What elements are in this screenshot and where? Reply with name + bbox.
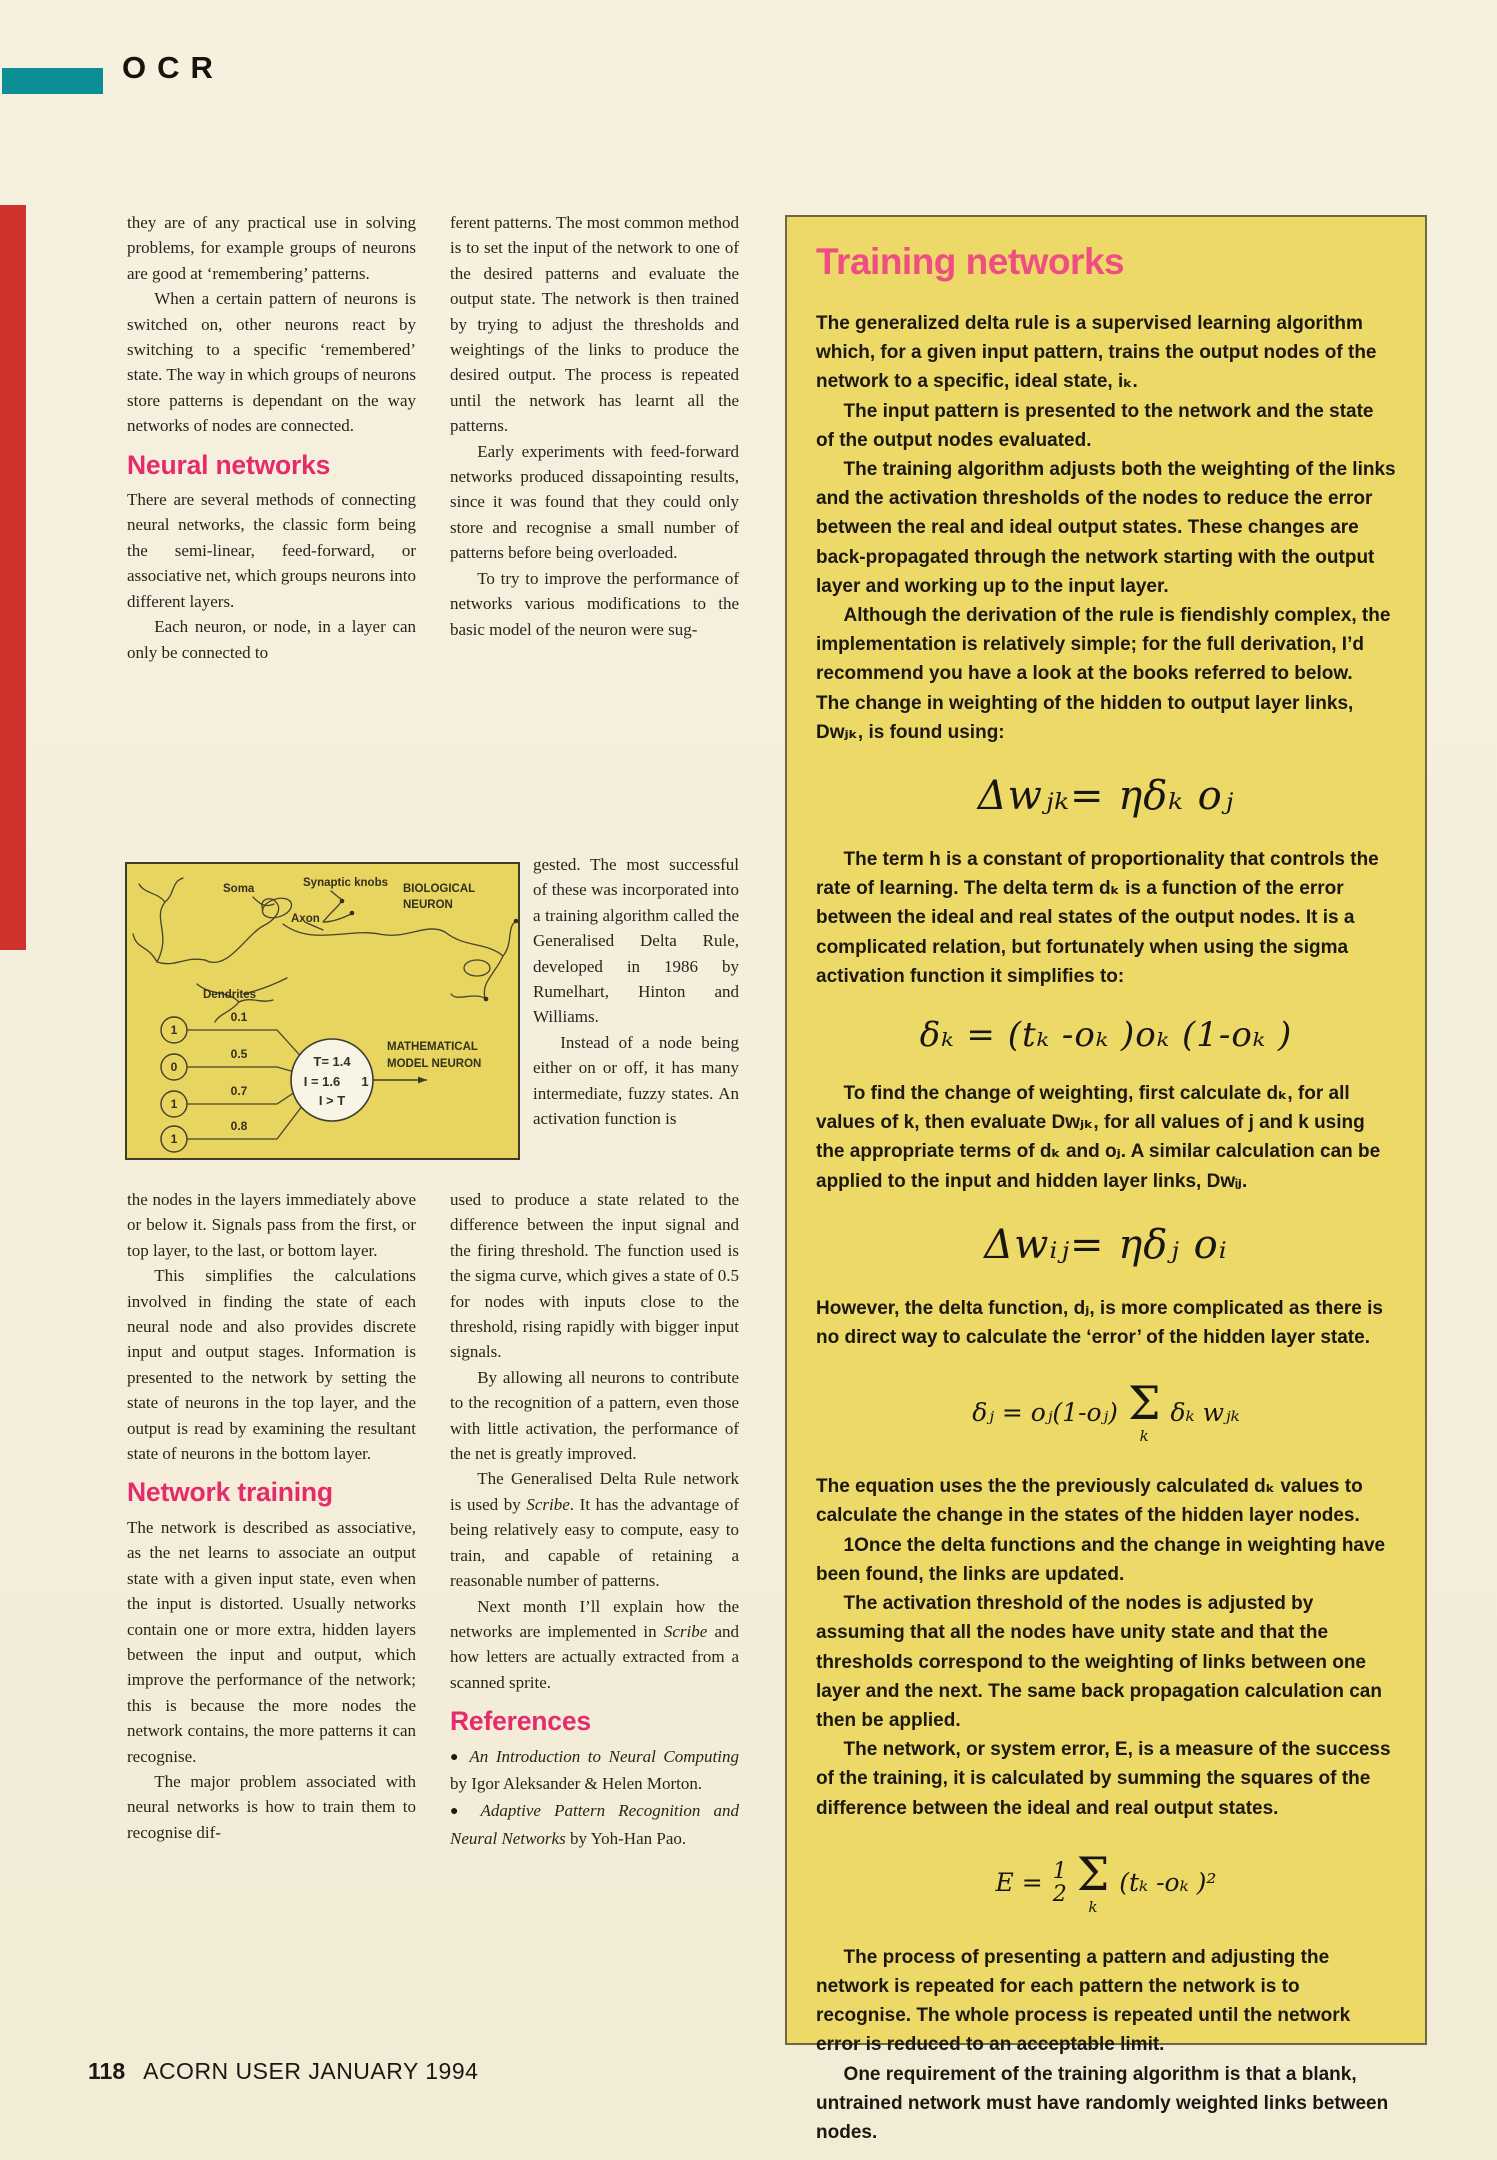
weight-value: 0.7 xyxy=(230,1084,248,1098)
synaptic-knob-dot xyxy=(484,997,489,1002)
soma-ellipse-right xyxy=(464,960,490,976)
synaptic-branch xyxy=(323,902,351,922)
sidebar-title: Training networks xyxy=(816,241,1125,282)
section-heading-references: References xyxy=(450,1706,591,1737)
body-paragraph: they are of any practical use in solving problems, for example groups of neurons are good at ‘remembering’ patterns. xyxy=(127,213,416,283)
body-paragraph xyxy=(450,1466,739,1593)
magazine-name-date: ACORN USER JANUARY 1994 xyxy=(143,2058,479,2084)
equation-segment: δⱼ = oⱼ(1-oⱼ) xyxy=(972,1397,1118,1427)
synaptic-leader-line xyxy=(331,891,341,899)
body-paragraph: Instead of a node being either on or off, it has many intermediate, fuzzy states. An activation function is xyxy=(533,1032,739,1129)
body-paragraph: The major problem associated with neural networks is how to train them to recognise dif- xyxy=(127,1771,416,1842)
sidebar-paragraph: The term h is a constant of proportionality that controls the rate of learning. The delta term dₖ is a function of the error between the ideal and real states of the output nodes. It is a complicated relation, but fortunately when using the sigma activation function it simplifies to: xyxy=(816,849,1379,987)
column-2-wrap xyxy=(533,852,739,1131)
paragraph-segment: Next month I’ll explain how the networks are implemented in xyxy=(450,1596,739,1641)
page-title: OCR xyxy=(122,50,224,85)
body-paragraph xyxy=(450,1594,739,1696)
red-margin-strip xyxy=(0,205,26,950)
bullet-icon: ● xyxy=(450,1749,462,1765)
synaptic-knob-dot xyxy=(514,919,519,924)
sigma-symbol xyxy=(1076,1846,1110,1916)
output-arrowhead xyxy=(418,1077,427,1084)
sigma-subscript: k xyxy=(1088,1897,1098,1916)
equation-delta-k: δₖ = (tₖ -oₖ )oₖ (1-oₖ ) xyxy=(919,1015,1293,1056)
reference-item xyxy=(450,1798,739,1851)
column-1-upper xyxy=(127,210,416,665)
mathematical-label-1: MATHEMATICAL xyxy=(387,1041,478,1053)
fraction-numerator: 1 xyxy=(1052,1858,1067,1884)
equation-segment: E = xyxy=(995,1868,1043,1898)
page-number: 118 xyxy=(88,2058,126,2084)
section-heading-neural-networks: Neural networks xyxy=(127,449,331,480)
body-paragraph: used to produce a state related to the difference between the input signal and the firing threshold. The function used is the sigma curve, which gives a state of 0.5 for nodes with inputs close to the threshold, rising rapidly with bigger input signals. xyxy=(450,1190,739,1362)
equation-system-error xyxy=(816,1846,1396,1916)
body-paragraph: By allowing all neurons to contribute to the recognition of a pattern, even those with little activation, the performance of the net is greatly improved. xyxy=(450,1367,739,1464)
paragraph-segment: The Generalised Delta Rule network is used by xyxy=(450,1469,739,1514)
reference-item xyxy=(450,1744,739,1797)
sigma-symbol xyxy=(1127,1376,1161,1446)
column-2-upper xyxy=(450,210,739,642)
axon-line xyxy=(283,924,445,935)
axon-label: Axon xyxy=(291,913,320,925)
scribe-italic: Scribe xyxy=(526,1494,570,1514)
synaptic-knobs-label: Synaptic knobs xyxy=(303,877,388,889)
fraction-denominator: 2 xyxy=(1052,1881,1067,1907)
body-paragraph: To try to improve the performance of networks various modifications to the basic model of the neuron were sug- xyxy=(450,568,739,639)
teal-accent-bar xyxy=(2,68,103,94)
dendrites-label: Dendrites xyxy=(203,989,257,1001)
equation-segment: (tₖ -oₖ )² xyxy=(1119,1868,1217,1898)
bullet-icon: ● xyxy=(450,1804,468,1820)
input-node-value: 1 xyxy=(170,1023,178,1037)
sidebar-paragraph: 1Once the delta functions and the change in weighting have been found, the links are updated. xyxy=(816,1534,1386,1585)
sidebar-paragraph: The generalized delta rule is a supervised learning algorithm which, for a given input pattern, trains the output nodes of the network to a specific, ideal state, iₖ. xyxy=(816,313,1377,393)
paragraph-segment: and how letters are actually extracted from a scanned sprite. xyxy=(450,1621,739,1692)
scribe-italic: Scribe xyxy=(663,1621,708,1641)
body-paragraph: the nodes in the layers immediately above or below it. Signals pass from the first, or top layer, to the last, or bottom layer. xyxy=(127,1190,416,1260)
sidebar-paragraph: The input pattern is presented to the network and the state of the output nodes evaluated. xyxy=(816,400,1374,451)
equation-segment: δₖ wⱼₖ xyxy=(1170,1397,1240,1427)
neuron-diagram-svg xyxy=(127,864,518,1158)
sidebar-paragraph: The activation threshold of the nodes is adjusted by assuming that all the nodes have unity state and that the thresholds correspond to the weighting of links between one layer and the next. The same back propagation calculation can then be applied. xyxy=(816,1593,1382,1731)
neuron-diagram xyxy=(125,862,520,1160)
body-paragraph: Each neuron, or node, in a layer can only be connected to xyxy=(127,617,416,662)
sigma-glyph: Σ xyxy=(1127,1376,1161,1431)
body-paragraph: gested. The most successful of these was incorporated into a training algorithm called the Generalised Delta Rule, developed in 1986 by Rumelhart, Hinton and Williams. xyxy=(533,855,739,1027)
body-paragraph: Early experiments with feed-forward networks produced dissapointing results, since it was found that they could only store and recognise a small number of patterns before being overloaded. xyxy=(450,441,739,563)
sidebar-paragraph: One requirement of the training algorithm is that a blank, untrained network must have randomly weighted links between nodes. xyxy=(816,2063,1389,2143)
sidebar-paragraph: Although the derivation of the rule is fiendishly complex, the implementation is relatively simple; for the full derivation, I’d recommend you have a look at the books referred to below. xyxy=(816,605,1391,685)
input-node-value: 0 xyxy=(170,1060,178,1074)
equation-delta-wjk: Δwⱼₖ= ηδₖ oⱼ xyxy=(977,773,1235,820)
biological-neuron-label-1: BIOLOGICAL xyxy=(403,883,476,895)
node-output-value: 1 xyxy=(361,1074,369,1089)
synaptic-knob-dot xyxy=(350,911,355,916)
reference-title: Adaptive Pattern Recognition and Neural Networks xyxy=(450,1801,740,1848)
mathematical-label-2: MODEL NEURON xyxy=(387,1058,482,1070)
sidebar-paragraph: The network, or system error, E, is a measure of the success of the training, it is calculated by summing the squares of the difference between the ideal and real output states. xyxy=(816,1739,1391,1819)
equation-delta-wij: Δwᵢⱼ= ηδⱼ oᵢ xyxy=(984,1221,1228,1268)
dendrite-branches-left xyxy=(133,878,205,964)
node-condition-label: I > T xyxy=(318,1093,346,1108)
reference-title: An Introduction to Neural Computing xyxy=(469,1746,739,1766)
soma-ellipse xyxy=(260,895,294,921)
sidebar-paragraph: The change in weighting of the hidden to output layer links, Dwⱼₖ, is found using: xyxy=(816,692,1354,743)
reference-rest: by Igor Aleksander & Helen Morton. xyxy=(450,1773,703,1793)
node-input-label: I = 1.6 xyxy=(303,1074,341,1089)
training-networks-sidebar xyxy=(785,215,1427,2143)
sidebar-paragraph: To find the change of weighting, first calculate dₖ, for all values of k, then evaluate Dwⱼₖ, for all values of j and k using the appropriate terms of dₖ and oⱼ. A similar calculation can be applied to the input and hidden layer links, Dwᵢⱼ. xyxy=(816,1083,1381,1192)
weight-value: 0.5 xyxy=(230,1047,248,1061)
sidebar-paragraph: The training algorithm adjusts both the weighting of the links and the activation thresholds of the nodes to reduce the error between the real and ideal output states. These changes are back-propagated through the network starting with the output layer and working up to the input layer. xyxy=(816,459,1396,597)
sidebar-paragraph: However, the delta function, dⱼ, is more complicated as there is no direct way to calculate the ‘error’ of the hidden layer state. xyxy=(816,1297,1383,1349)
input-node-value: 1 xyxy=(170,1097,178,1111)
soma-label: Soma xyxy=(223,883,255,895)
body-paragraph: When a certain pattern of neurons is switched on, other neurons react by switching to a specific ‘remembered’ state. The way in which groups of neurons store patterns is dependant on the way networks of nodes are connected. xyxy=(127,289,416,436)
weight-value: 0.8 xyxy=(230,1119,248,1133)
column-2-lower xyxy=(450,1187,739,1851)
sidebar-paragraph: The process of presenting a pattern and adjusting the network is repeated for each pattern the network is to recognise. The whole process is repeated until the network error is reduced to an acceptable limit. xyxy=(816,1946,1351,2056)
sigma-subscript: k xyxy=(1139,1427,1149,1446)
fraction-half xyxy=(1053,1860,1067,1906)
weight-link xyxy=(187,1067,298,1073)
weight-value: 0.1 xyxy=(230,1010,248,1024)
body-paragraph: ferent patterns. The most common method is to set the input of the network to one of the desired patterns and evaluate the output state. The network is then trained by trying to adjust the thresholds and weightings of the links to produce the desired output. The process is repeated until the network has learnt all the patterns. xyxy=(450,213,739,436)
soma-outline xyxy=(205,899,279,963)
input-node-value: 1 xyxy=(170,1132,178,1146)
reference-rest: by Yoh-Han Pao. xyxy=(565,1828,687,1848)
column-1-lower xyxy=(127,1187,416,1845)
biological-neuron-label-2: NEURON xyxy=(403,899,453,911)
body-paragraph: The network is described as associative, as the net learns to associate an output state with a given input state, even when the input is distorted. Usually networks contain one or more extra, hidden layers between the input and output, which improve the performance of the network; this is because the more nodes the network contains, the more patterns it can recognise. xyxy=(127,1517,416,1766)
sidebar-paragraph: The equation uses the the previously calculated dₖ values to calculate the change in the states of the hidden layer nodes. xyxy=(816,1476,1363,1527)
body-paragraph: This simplifies the calculations involved in finding the state of each neural node and also provides discrete input and output stages. Information is presented to the network by setting the state of neurons in the top layer, and the output is read by examining the resultant state of neurons in the bottom layer. xyxy=(127,1266,416,1464)
equation-delta-j-sum xyxy=(816,1376,1396,1446)
paragraph-segment: . It has the advantage of being relatively easy to compute, easy to train, and capable of retaining a reasonable number of patterns. xyxy=(450,1494,740,1591)
body-paragraph: There are several methods of connecting neural networks, the classic form being the semi-linear, feed-forward, or associative net, which groups neurons into different layers. xyxy=(127,490,416,611)
page-footer xyxy=(88,2058,478,2085)
sigma-glyph: Σ xyxy=(1076,1846,1110,1901)
section-heading-network-training: Network training xyxy=(127,1477,333,1508)
node-threshold-label: T= 1.4 xyxy=(313,1054,351,1069)
